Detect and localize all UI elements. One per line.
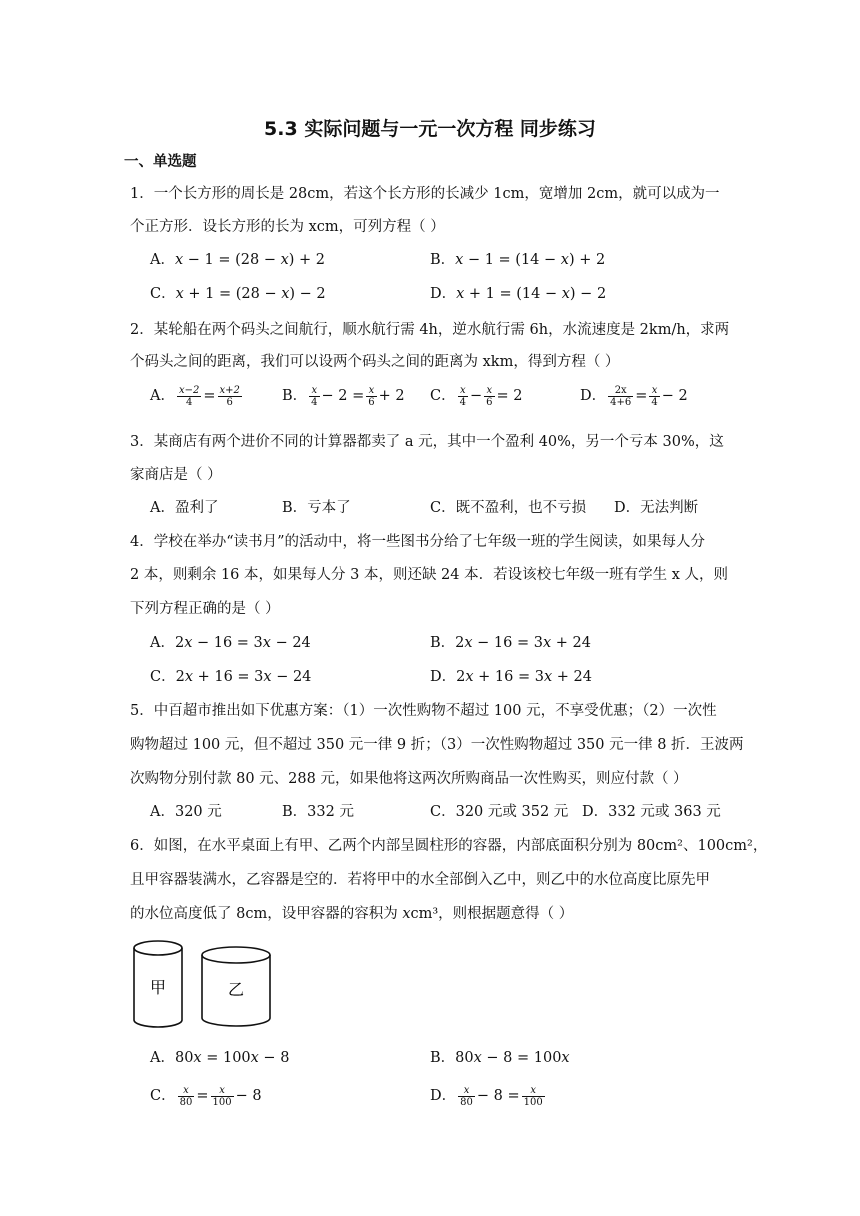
q3-text-line1: 3．某商店有两个进价不同的计算器都卖了 a 元，其中一个盈利 40%，另一个亏本 30%，这 bbox=[130, 434, 724, 450]
q5-option-a: A．320 元 bbox=[150, 804, 222, 820]
q1-option-a: A．𝑥 − 1 = (28 − 𝑥) + 2 bbox=[150, 252, 326, 268]
q5-text-line3: 次购物分别付款 80 元、288 元，如果他将这两次所购商品一次性购买，则应付款（ ） bbox=[130, 771, 688, 787]
cylinder-yi-label: 乙 bbox=[227, 980, 245, 999]
q6-option-c-label: C． bbox=[150, 1088, 176, 1104]
q4-text-line2: 2 本，则剩余 16 本，如果每人分 3 本，则还缺 24 本．若设该校七年级一班有学生 x 人，则 bbox=[130, 567, 729, 583]
q4-text-line3: 下列方程正确的是（ ） bbox=[130, 601, 280, 617]
q3-option-d: D．无法判断 bbox=[614, 500, 699, 516]
q6-option-d: D． $\frac{x}{80}$ − 8 = $\frac{x}{100}$ bbox=[430, 1084, 543, 1108]
q4-option-d: D．2𝑥 + 16 = 3𝑥 + 24 bbox=[430, 669, 592, 685]
q2-option-b: B． $\frac{x}{4}$ − 2 = $\frac{x}{6}$ + 2 bbox=[282, 384, 405, 408]
q3-option-a: A．盈利了 bbox=[150, 500, 219, 516]
q2-text-line2: 个码头之间的距离，我们可以设两个码头之间的距离为 xkm，得到方程（ ） bbox=[130, 354, 620, 370]
q6-text-line2: 且甲容器装满水，乙容器是空的．若将甲中的水全部倒入乙中，则乙中的水位高度比原先甲 bbox=[130, 872, 710, 888]
q5-text-line1: 5．中百超市推出如下优惠方案：（1）一次性购物不超过 100 元，不享受优惠；（2）一次性 bbox=[130, 703, 717, 719]
q5-text-line2: 购物超过 100 元，但不超过 350 元一律 9 折；（3）一次性购物超过 350 元一律 8 折．王波两 bbox=[130, 737, 744, 753]
q3-text-line2: 家商店是（ ） bbox=[130, 467, 222, 483]
fraction: $\frac{x}{6}$ bbox=[368, 384, 375, 408]
q1-text-line1: 1．一个长方形的周长是 28cm，若这个长方形的长减少 1cm，宽增加 2cm，就可以成为一 bbox=[130, 186, 720, 202]
q6-text-line1: 6．如图，在水平桌面上有甲、乙两个内部呈圆柱形的容器，内部底面积分别为 80cm²、100cm²， bbox=[130, 838, 768, 854]
q1-option-c: C．𝑥 + 1 = (28 − 𝑥) − 2 bbox=[150, 286, 326, 302]
q2-option-d-label: D． bbox=[580, 388, 607, 404]
q2-option-d: D． $\frac{2x}{4+6}$ = $\frac{x}{4}$ − 2 bbox=[580, 384, 688, 408]
section-heading: 一、单选题 bbox=[124, 154, 197, 170]
q4-option-a: A．2𝑥 − 16 = 3𝑥 − 24 bbox=[150, 635, 311, 651]
fraction: $\frac{x}{80}$ bbox=[460, 1084, 473, 1108]
fraction: $\frac{x}{100}$ bbox=[212, 1084, 232, 1108]
cylinders-figure bbox=[130, 936, 290, 1032]
cylinder-jia-label: 甲 bbox=[149, 978, 167, 997]
q1-text-line2: 个正方形．设长方形的长为 xcm，可列方程（ ） bbox=[130, 219, 445, 235]
q6-option-b: B．80𝑥 − 8 = 100𝑥 bbox=[430, 1050, 570, 1066]
page-title: 5.3 实际问题与一元一次方程 同步练习 bbox=[264, 118, 596, 140]
q5-option-d: D．332 元或 363 元 bbox=[582, 804, 721, 820]
q6-option-c: C． $\frac{x}{80}$ = $\frac{x}{100}$ − 8 bbox=[150, 1084, 262, 1108]
q6-text-line3: 的水位高度低了 8cm，设甲容器的容积为 𝑥cm³，则根据题意得（ ） bbox=[130, 906, 574, 922]
fraction: $\frac{x}{6}$ bbox=[486, 384, 493, 408]
fraction: $\frac{x}{4}$ bbox=[459, 384, 466, 408]
fraction: $\frac{x}{4}$ bbox=[311, 384, 318, 408]
fraction: $\frac{2x}{4+6}$ bbox=[610, 384, 632, 408]
q1-option-d: D．𝑥 + 1 = (14 − 𝑥) − 2 bbox=[430, 286, 607, 302]
q2-option-a-label: A． bbox=[150, 388, 175, 404]
fraction: $\frac{x-2}{4}$ bbox=[178, 384, 200, 408]
q2-option-a: A． $\frac{x-2}{4}$ = $\frac{x+2}{6}$ bbox=[150, 384, 240, 408]
q2-option-c: C． $\frac{x}{4}$ − $\frac{x}{6}$ = 2 bbox=[430, 384, 523, 408]
q1-option-b: B．𝑥 − 1 = (14 − 𝑥) + 2 bbox=[430, 252, 606, 268]
q4-option-b: B．2𝑥 − 16 = 3𝑥 + 24 bbox=[430, 635, 591, 651]
q2-option-b-label: B． bbox=[282, 388, 308, 404]
q6-option-a: A．80𝑥 = 100𝑥 − 8 bbox=[150, 1050, 290, 1066]
q6-option-d-label: D． bbox=[430, 1088, 457, 1104]
fraction: $\frac{x}{100}$ bbox=[523, 1084, 543, 1108]
fraction: $\frac{x}{4}$ bbox=[651, 384, 658, 408]
fraction: $\frac{x+2}{6}$ bbox=[219, 384, 240, 408]
q3-option-c: C．既不盈利，也不亏损 bbox=[430, 500, 587, 516]
q5-option-b: B．332 元 bbox=[282, 804, 354, 820]
q4-option-c: C．2𝑥 + 16 = 3𝑥 − 24 bbox=[150, 669, 312, 685]
q2-option-c-label: C． bbox=[430, 388, 456, 404]
q3-option-b: B．亏本了 bbox=[282, 500, 351, 516]
fraction: $\frac{x}{80}$ bbox=[179, 1084, 193, 1108]
q5-option-c: C．320 元或 352 元 bbox=[430, 804, 569, 820]
q2-text-line1: 2．某轮船在两个码头之间航行，顺水航行需 4h，逆水航行需 6h，水流速度是 2km/h，求两 bbox=[130, 322, 730, 338]
q4-text-line1: 4．学校在举办“读书月”的活动中，将一些图书分给了七年级一班的学生阅读，如果每人分 bbox=[130, 534, 706, 550]
